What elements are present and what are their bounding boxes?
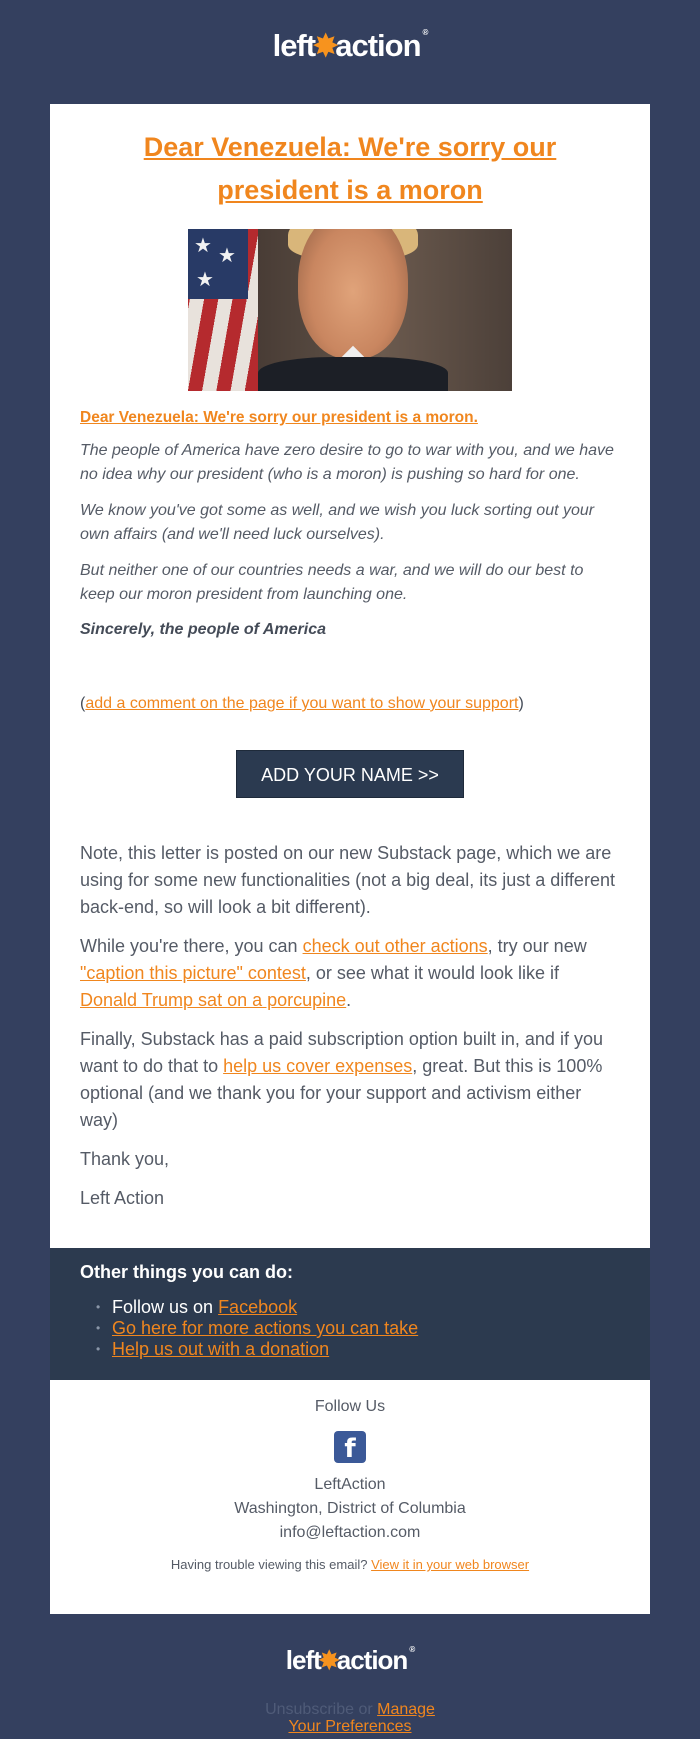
other-actions-panel — [50, 1248, 650, 1380]
note-paragraph: Note, this letter is posted on our new Substack page, which we are using for some new functionalities (not a big deal, its just a different back-end, so will look a bit different). — [80, 843, 615, 917]
manage-preferences-link[interactable]: Manage — [377, 1701, 435, 1718]
facebook-link[interactable]: Facebook — [218, 1297, 298, 1317]
letter-signature: Sincerely, the people of America — [80, 621, 327, 638]
other-actions-list — [80, 1297, 620, 1360]
other-actions-title: Other things you can do: — [80, 1262, 294, 1282]
list-item — [112, 1318, 620, 1339]
org-location: Washington, District of Columbia — [234, 1500, 466, 1517]
unsubscribe-line — [0, 1701, 700, 1735]
more-actions-link[interactable]: Go here for more actions you can take — [112, 1318, 419, 1338]
unsubscribe-link[interactable]: Unsubscribe or — [265, 1701, 378, 1718]
trouble-viewing: Having trouble viewing this email? View it in your web browser — [170, 1557, 530, 1572]
check-out-actions-link[interactable]: check out other actions — [302, 936, 488, 956]
help-cover-expenses-link[interactable]: help us cover expenses — [223, 1056, 413, 1076]
portrait-suit — [258, 357, 448, 391]
while-paragraph: While you're there, you can check out other actions, try our new "caption this picture" contest, or see what it would look like if Donald Trump sat on a porcupine. — [80, 936, 587, 1010]
donation-link[interactable]: Help us out with a donation — [112, 1339, 330, 1359]
org-name: LeftAction — [314, 1476, 386, 1493]
hero-image[interactable] — [188, 229, 512, 391]
comment-line: (add a comment on the page if you want to show your support) — [80, 695, 524, 712]
thanks-line: Thank you, — [80, 1149, 170, 1169]
header-logo[interactable] — [0, 28, 700, 64]
manage-preferences-link-2[interactable]: Your Preferences — [288, 1718, 412, 1735]
intro-link[interactable]: Dear Venezuela: We're sorry our president is a moron. — [80, 409, 478, 426]
letter-paragraph-1: The people of America have zero desire to go to war with you, and we have no idea why our president (who is a moron) is pushing so hard for one. — [80, 442, 614, 483]
spark-icon: ✸ — [318, 1647, 339, 1675]
view-in-browser-link[interactable]: View it in your web browser — [371, 1557, 530, 1572]
org-email: info@leftaction.com — [279, 1524, 421, 1541]
footer-card — [50, 1380, 650, 1614]
facebook-icon[interactable]: f — [334, 1431, 366, 1463]
follow-us-label: Follow Us — [314, 1398, 386, 1415]
leftaction-logo: left✸action ® — [272, 28, 428, 63]
caption-contest-link[interactable]: "caption this picture" contest — [80, 963, 306, 983]
leftaction-logo: left✸action ® — [285, 1645, 415, 1675]
porcupine-link[interactable]: Donald Trump sat on a porcupine — [80, 990, 347, 1010]
list-item: • Follow us on Facebook — [112, 1297, 620, 1318]
email-headline — [80, 126, 620, 212]
sender-line: Left Action — [80, 1188, 165, 1208]
add-your-name-button[interactable]: ADD YOUR NAME >> — [236, 750, 464, 798]
footer-logo[interactable] — [0, 1645, 700, 1676]
letter-paragraph-2: We know you've got some as well, and we wish you luck sorting out your own affairs (and we'll need luck ourselves). — [80, 502, 595, 543]
finally-paragraph: Finally, Substack has a paid subscription option built in, and if you want to do that to help us cover expenses, great. But this is 100% optional (and we thank you for your support and activism either way) — [80, 1029, 603, 1130]
email-card — [50, 104, 650, 1248]
flag-canton: ★ ★ ★ — [188, 229, 248, 299]
list-item — [112, 1339, 620, 1360]
headline-link[interactable]: Dear Venezuela: We're sorry our president is a moron — [143, 132, 557, 205]
spark-icon: ✸ — [313, 30, 338, 63]
add-comment-link[interactable]: add a comment on the page if you want to show your support — [85, 695, 519, 712]
portrait-face — [298, 229, 408, 359]
letter-paragraph-3: But neither one of our countries needs a war, and we will do our best to keep our moron president from launching one. — [80, 562, 584, 603]
